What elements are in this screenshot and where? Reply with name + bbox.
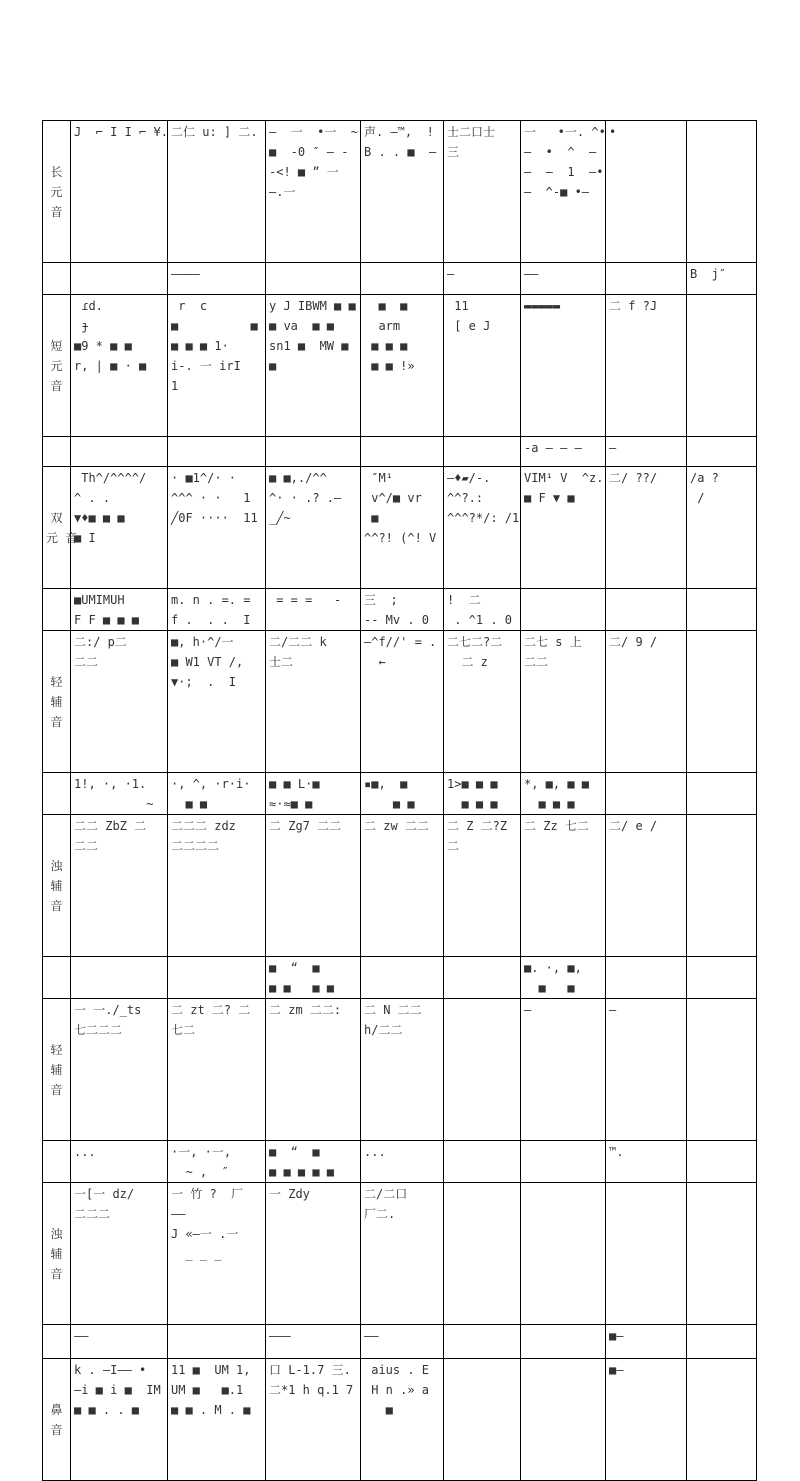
table-cell: ■. ·, ■, ■ ■ [521, 957, 606, 999]
table-cell: -a — — — [521, 437, 606, 467]
table-cell: ▪■, ■ ■ ■ [361, 773, 444, 815]
table-cell: ... [361, 1141, 444, 1183]
table-cell: 一 竹 ? 厂 —— J «—一 .一 _ _ _ [168, 1183, 266, 1325]
row-label-voiceless-affricate: 轻 辅 音 [43, 999, 71, 1141]
table-cell: ■— [606, 1325, 687, 1359]
table-cell [444, 1183, 521, 1325]
table-cell: 1!, ·, ·1. ~ [71, 773, 168, 815]
table-cell [687, 1141, 757, 1183]
table-cell: — 一 •一 ~ ■ -0 ″ — - -<! ■ ” 一 —.一 [266, 121, 361, 263]
row-label-nasal: 鼻 音 [43, 1359, 71, 1481]
table-cell: = = = - [266, 589, 361, 631]
table-cell: 二/ e / [606, 815, 687, 957]
table-cell: k . —I—— • —i ■ i ■ IM ■ ■ . . ■ [71, 1359, 168, 1481]
table-cell: — [444, 263, 521, 295]
table-cell [444, 957, 521, 999]
table-cell: B j″ [687, 263, 757, 295]
table-cell: 口 L-1.7 三. 二*1 h q.1 7 [266, 1359, 361, 1481]
table-cell: — [606, 437, 687, 467]
table-cell [606, 957, 687, 999]
table-cell [606, 1183, 687, 1325]
table-cell: —♦▰/-. ^^?.: ^^^?*/: /1 [444, 467, 521, 589]
table-cell: ■, h·^/一 ■ W1 VT /, ▼·; . I [168, 631, 266, 773]
table-cell [43, 263, 71, 295]
table-cell: 二 f ?J [606, 295, 687, 437]
table-cell [168, 437, 266, 467]
table-cell: ——— [266, 1325, 361, 1359]
table-cell: 二二二 zdz 二二二二 [168, 815, 266, 957]
table-cell: 二七二?二 二 z [444, 631, 521, 773]
table-cell: 二 zm 二二: [266, 999, 361, 1141]
table-cell [71, 437, 168, 467]
table-cell: · ■1^/· · ^^^ · · 1 ╱0F ···· 11 [168, 467, 266, 589]
table-cell: 二七 s 上 二二 [521, 631, 606, 773]
table-cell: 一 一./_ts 七二二二 [71, 999, 168, 1141]
table-cell: 一 Zdy [266, 1183, 361, 1325]
table-cell [266, 437, 361, 467]
table-cell: ™. [606, 1141, 687, 1183]
table-cell [43, 589, 71, 631]
table-cell: 三 ; -- Mv . 0 [361, 589, 444, 631]
table-cell: 二 zt 二? 二 七二 [168, 999, 266, 1141]
phoneme-table [42, 120, 757, 1481]
table-cell [687, 1325, 757, 1359]
table-cell: 11 [ e J [444, 295, 521, 437]
table-cell: ■ ■ L·■ ≈·≈■ ■ [266, 773, 361, 815]
table-cell: 二/ ??/ [606, 467, 687, 589]
table-cell [521, 1325, 606, 1359]
table-cell: aius . E H n .» a ■ [361, 1359, 444, 1481]
table-cell: —— [521, 263, 606, 295]
table-cell: — [521, 999, 606, 1141]
table-cell: —— [71, 1325, 168, 1359]
table-cell: /a ? / [687, 467, 757, 589]
table-cell: ·一, ·一, ~ , ″ [168, 1141, 266, 1183]
row-label-long-vowel: 长 元 音 [43, 121, 71, 263]
row-label-voiceless-plosive: 轻 辅 音 [43, 631, 71, 773]
table-cell [168, 1325, 266, 1359]
table-cell [71, 957, 168, 999]
table-cell: 二仁 u: ] 二. [168, 121, 266, 263]
table-cell: VIM¹ V ^z. ■ F ▼ ■ [521, 467, 606, 589]
table-cell: 二 zw 二二 [361, 815, 444, 957]
row-label-voiced-affricate: 浊 辅 音 [43, 1183, 71, 1325]
table-cell: 二 Zg7 二二 [266, 815, 361, 957]
table-cell: —— [361, 1325, 444, 1359]
table-cell: 二 Zz 七二 [521, 815, 606, 957]
table-cell: 声. —™, ! B . . ■ — [361, 121, 444, 263]
table-cell [687, 589, 757, 631]
table-cell [444, 437, 521, 467]
table-cell [687, 631, 757, 773]
table-cell: ■ “ ■ ■ ■ ■ ■ [266, 957, 361, 999]
table-cell: 1>■ ■ ■ ■ ■ ■ [444, 773, 521, 815]
table-cell [266, 263, 361, 295]
table-cell [687, 773, 757, 815]
table-cell: ... [71, 1141, 168, 1183]
table-cell: 二 Z 二?Z 二 [444, 815, 521, 957]
table-cell [444, 1141, 521, 1183]
table-cell [687, 815, 757, 957]
table-cell [361, 437, 444, 467]
table-cell: ■UMIMUH F F ■ ■ ■ [71, 589, 168, 631]
table-cell: 二二 ZbZ 二 二二 [71, 815, 168, 957]
table-cell [43, 1141, 71, 1183]
table-cell: 二/二二 k 士二 [266, 631, 361, 773]
table-cell: 士二口士 三 [444, 121, 521, 263]
table-cell: ■ “ ■ ■ ■ ■ ■ ■ [266, 1141, 361, 1183]
table-cell: —^f//' = . ← [361, 631, 444, 773]
table-cell [521, 1141, 606, 1183]
table-cell [43, 1325, 71, 1359]
table-cell [687, 121, 757, 263]
table-cell [444, 1325, 521, 1359]
table-cell: Th^/^^^^/ ^ . . ▼♦■ ■ ■ ■ I [71, 467, 168, 589]
table-cell: ■ ■,./^^ ^· · .? .— _╱~ [266, 467, 361, 589]
table-cell: • [606, 121, 687, 263]
table-cell [687, 999, 757, 1141]
table-cell: 一[一 dz/ 二二二 [71, 1183, 168, 1325]
table-cell [168, 957, 266, 999]
table-cell [521, 1359, 606, 1481]
table-cell [606, 263, 687, 295]
table-cell [521, 589, 606, 631]
table-cell: ———— [168, 263, 266, 295]
table-cell: ·, ^, ·r·i· ■ ■ [168, 773, 266, 815]
table-cell: *, ■, ■ ■ ■ ■ ■ [521, 773, 606, 815]
table-cell: y J IBWM ■ ■ ■ va ■ ■ sn1 ■ MW ■ ■ [266, 295, 361, 437]
table-cell [606, 589, 687, 631]
row-label-diphthong: 双 元 音 [43, 467, 71, 589]
table-cell: r c ■ ■ ■ ■ ■ 1· i-. 一 irI 1 [168, 295, 266, 437]
table-cell [687, 1183, 757, 1325]
table-cell [71, 263, 168, 295]
table-cell [687, 957, 757, 999]
table-cell: 11 ■ UM 1, UM ■ ■.1 ■ ■ . M . ■ [168, 1359, 266, 1481]
table-cell: J ⌐ I I ⌐ ¥. [71, 121, 168, 263]
table-cell: ■— [606, 1359, 687, 1481]
table-cell: ▬▬▬▬▬ [521, 295, 606, 437]
table-cell: 一 •一. ^• — • ^ — — — 1 —• — ^-■ •— [521, 121, 606, 263]
table-cell [687, 295, 757, 437]
table-cell: m. n . =. = f . . . I [168, 589, 266, 631]
table-cell: ɾd. ɟ ■9 * ■ ■ r, | ■ · ■ [71, 295, 168, 437]
table-cell [444, 1359, 521, 1481]
row-label-short-vowel: 短 元 音 [43, 295, 71, 437]
table-cell [43, 773, 71, 815]
table-cell [606, 773, 687, 815]
table-cell [43, 437, 71, 467]
table-cell [521, 1183, 606, 1325]
table-cell: 二/ 9 / [606, 631, 687, 773]
table-cell: ■ ■ arm ■ ■ ■ ■ ■ !» [361, 295, 444, 437]
table-cell [687, 1359, 757, 1481]
table-cell: 二:/ p二 二二 [71, 631, 168, 773]
table-cell [361, 957, 444, 999]
row-label-voiced-plosive: 浊 辅 音 [43, 815, 71, 957]
table-cell: ″M¹ v^/■ vr ■ ^^?! (^! V [361, 467, 444, 589]
table-cell [43, 957, 71, 999]
table-cell [687, 437, 757, 467]
table-cell: ! 二 . ^1 . 0 [444, 589, 521, 631]
table-cell [361, 263, 444, 295]
table-cell: 二/二口 厂二. [361, 1183, 444, 1325]
table-cell [444, 999, 521, 1141]
table-cell: 二 N 二二 h/二二 [361, 999, 444, 1141]
table-cell: — [606, 999, 687, 1141]
